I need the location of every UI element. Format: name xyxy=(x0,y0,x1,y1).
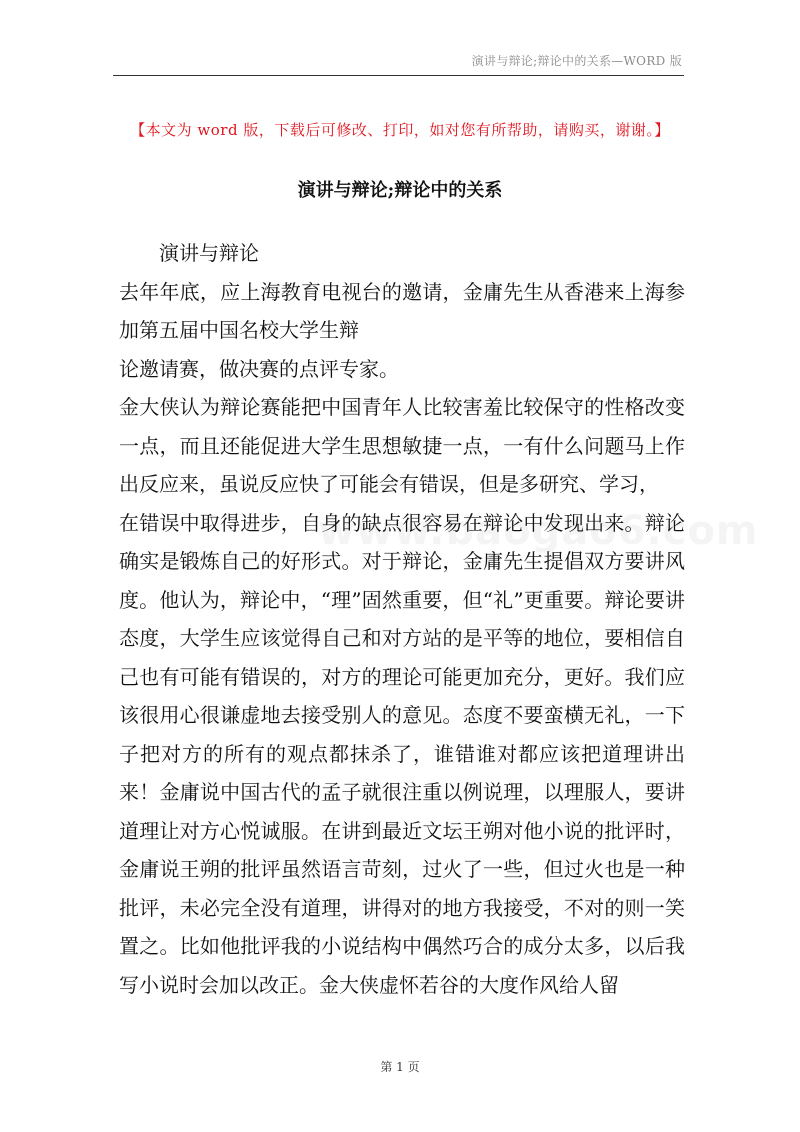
running-header-title: 演讲与辩论;辩论中的关系—WORD 版 xyxy=(471,54,682,68)
document-title: 演讲与辩论;辩论中的关系 xyxy=(297,180,503,201)
body-paragraph: 论邀请赛，做决赛的点评专家。 xyxy=(119,356,399,381)
body-paragraph: 在错误中取得进步，自身的缺点很容易在辩论中发现出来。辩论确实是锻炼自己的好形式。对于辩论，金庸先生提倡双方要讲风度。他认为，辩论中，“理”固然重要，但“礼”更重要。辩论要讲态度，大学生应该觉得自己和对方站的是平等的地位，要相信自己也有可能有错误的，对方的理论可能更加充分，更好。我们应该很用心很谦虚地去接受别人的意见。态度不要蛮横无礼，一下子把对方的所有的观点都抹杀了，谁错谁对都应该把道理讲出来！金庸说中国古代的孟子就很注重以例说理，以理服人，要讲道理让对方心悦诚服。在讲到最近文坛王朔对他小说的批评时，金庸说王朔的批评虽然语言苛刻，过火了一些，但过火也是一种批评，未必完全没有道理，讲得对的地方我接受，不对的则一笑置之。比如他批评我的小说结构中偶然巧合的成分太多，以后我写小说时会加以改正。金大侠虚怀若谷的大度作风给人留 xyxy=(119,510,685,997)
document-body xyxy=(119,234,685,1004)
body-paragraph: 去年年底，应上海教育电视台的邀请，金庸先生从香港来上海参加第五届中国名校大学生辩 xyxy=(119,279,685,342)
header-divider xyxy=(113,75,684,76)
body-paragraph: 金大侠认为辩论赛能把中国青年人比较害羞比较保守的性格改变一点，而且还能促进大学生思想敏捷一点，一有什么问题马上作出反应来，虽说反应快了可能会有错误，但是多研究、学习， xyxy=(119,395,685,496)
body-subheading: 演讲与辩论 xyxy=(159,241,259,265)
page-number: 第 1 页 xyxy=(380,1060,420,1074)
download-notice: 【本文为 word 版，下载后可修改、打印，如对您有所帮助，请购买，谢谢。】 xyxy=(130,121,670,139)
